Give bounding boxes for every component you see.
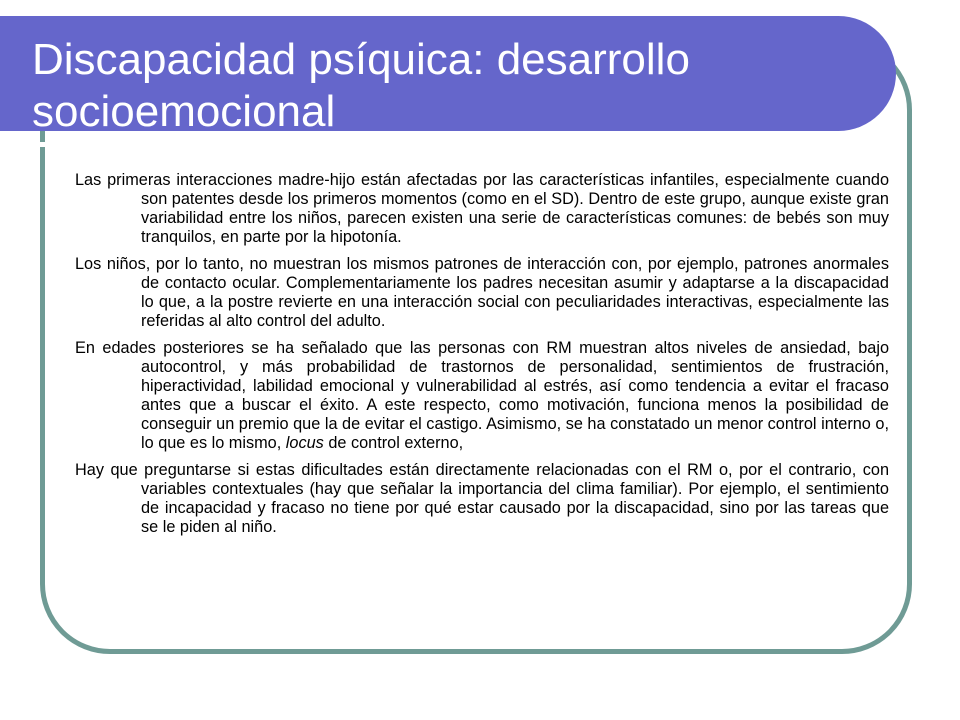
paragraph-3 [75, 339, 889, 453]
paragraph-1: Las primeras interacciones madre-hijo están afectadas por las características infantiles, especialmente cuando son patentes desde los primeros momentos (como en el SD). Dentro de este grupo, aunque existe gran variabilidad entre los niños, parecen existen una serie de características comunes: de bebés son muy tranquilos, en parte por la hipotonía. [75, 171, 889, 246]
paragraph-3-text-after: de control externo, [323, 434, 464, 452]
slide-body [75, 171, 889, 545]
slide-title: Discapacidad psíquica: desarrollo socioemocional [32, 35, 690, 136]
title-bar [0, 16, 896, 136]
paragraph-2: Los niños, por lo tanto, no muestran los mismos patrones de interacción con, por ejemplo, patrones anormales de contacto ocular. Complementariamente los padres necesitan asumir y adaptarse a la discapacidad lo que, a la postre revierte en una interacción social con peculiaridades interactivas, especialmente las referidas al alto control del adulto. [75, 255, 889, 330]
title-underline [0, 142, 848, 147]
paragraph-3-text-before: En edades posteriores se ha señalado que las personas con RM muestran altos niveles de ansiedad, bajo autocontrol, y más probabilidad de trastornos de personalidad, sentimientos de frustración, hiperactividad, labilidad emocional y vulnerabilidad al estrés, así como tendencia a evitar el fracaso antes que a buscar el éxito. A este respecto, como motivación, funciona menos la posibilidad de conseguir un premio que la de evitar el castigo. Asimismo, se ha constatado un menor control interno o, lo que es lo mismo, [75, 339, 889, 452]
paragraph-4: Hay que preguntarse si estas dificultades están directamente relacionadas con el RM o, por el contrario, con variables contextuales (hay que señalar la importancia del clima familiar). Por ejemplo, el sentimiento de incapacidad y fracaso no tiene por qué estar causado por la discapacidad, sino por las tareas que se le piden al niño. [75, 461, 889, 536]
paragraph-3-italic-term: locus [285, 434, 324, 452]
